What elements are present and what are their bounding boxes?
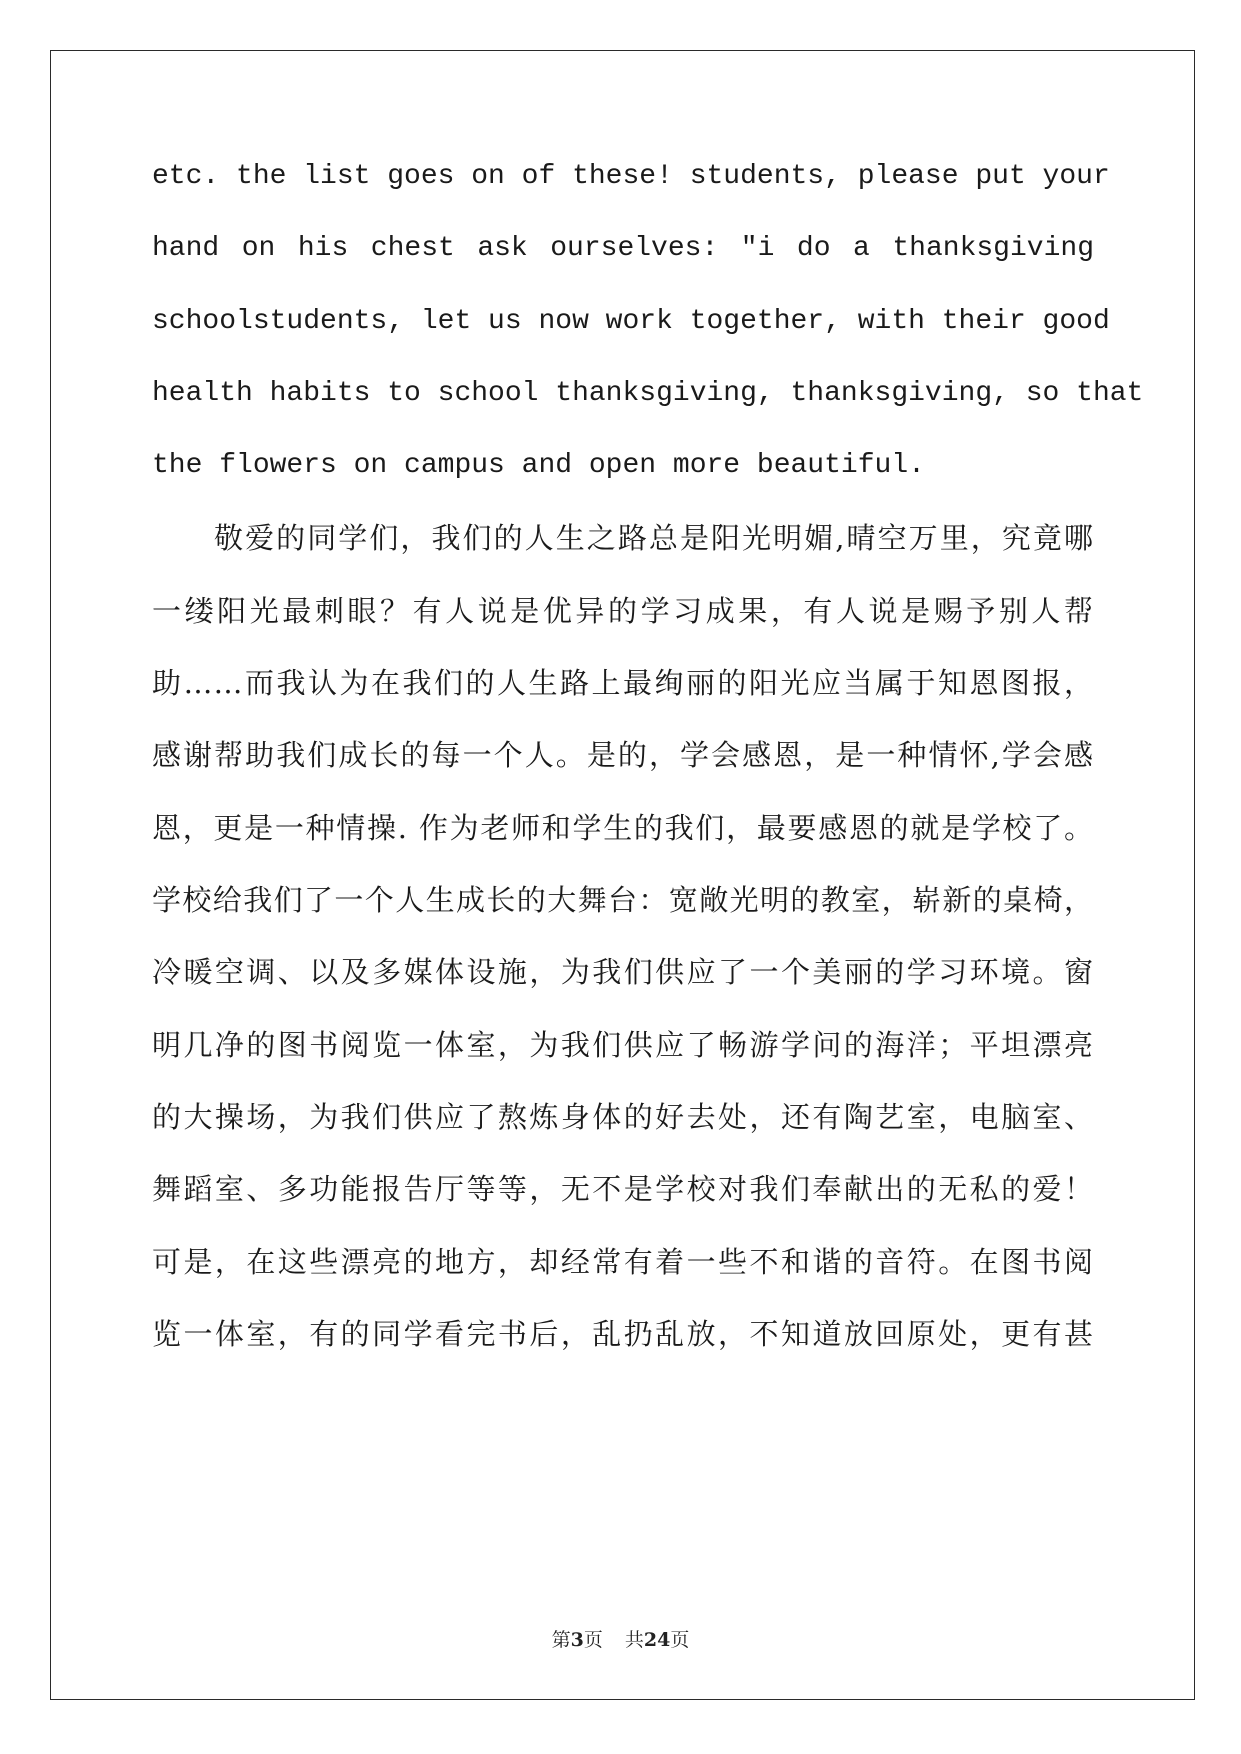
page-footer	[0, 1625, 1241, 1652]
chinese-line: 明几净的图书阅览一体室，为我们供应了畅游学问的海洋；平坦漂亮	[152, 1028, 1094, 1062]
chinese-line: 一缕阳光最刺眼？有人说是优异的学习成果，有人说是赐予别人帮	[152, 594, 1094, 628]
total-pages: 24	[643, 1629, 671, 1651]
chinese-line: 冷暖空调、以及多媒体设施，为我们供应了一个美丽的学习环境。窗	[152, 955, 1094, 989]
chinese-line: 感谢帮助我们成长的每一个人。是的，学会感恩，是一种情怀,学会感	[152, 738, 1094, 772]
chinese-line: 可是，在这些漂亮的地方，却经常有着一些不和谐的音符。在图书阅	[152, 1245, 1094, 1279]
total-prefix: 共	[624, 1629, 644, 1651]
chinese-line: 览一体室，有的同学看完书后，乱扔乱放，不知道放回原处，更有甚	[152, 1317, 1094, 1351]
english-line: hand on his chest ask ourselves: "i do a thanksgiving	[152, 233, 1094, 264]
page-prefix: 第	[551, 1629, 571, 1651]
english-line: the flowers on campus and open more beautiful.	[152, 450, 925, 481]
chinese-line: 敬爱的同学们，我们的人生之路总是阳光明媚,晴空万里，究竟哪	[214, 521, 1094, 555]
english-line: schoolstudents, let us now work together, with their good	[152, 306, 1110, 337]
chinese-line: 助……而我认为在我们的人生路上最绚丽的阳光应当属于知恩图报，	[152, 666, 1094, 700]
english-line: etc. the list goes on of these! students, please put your	[152, 161, 1110, 192]
english-line: health habits to school thanksgiving, thanksgiving, so that	[152, 378, 1144, 409]
chinese-line: 恩，更是一种情操. 作为老师和学生的我们，最要感恩的就是学校了。	[152, 811, 1094, 845]
page-suffix: 页	[583, 1629, 603, 1651]
page-border	[50, 50, 1195, 1700]
chinese-line: 学校给我们了一个人生成长的大舞台：宽敞光明的教室，崭新的桌椅，	[152, 883, 1094, 917]
total-suffix: 页	[670, 1629, 690, 1651]
page-number: 3	[570, 1629, 584, 1651]
chinese-line: 的大操场，为我们供应了熬炼身体的好去处，还有陶艺室，电脑室、	[152, 1100, 1094, 1134]
chinese-line: 舞蹈室、多功能报告厅等等，无不是学校对我们奉献出的无私的爱！	[152, 1172, 1094, 1206]
